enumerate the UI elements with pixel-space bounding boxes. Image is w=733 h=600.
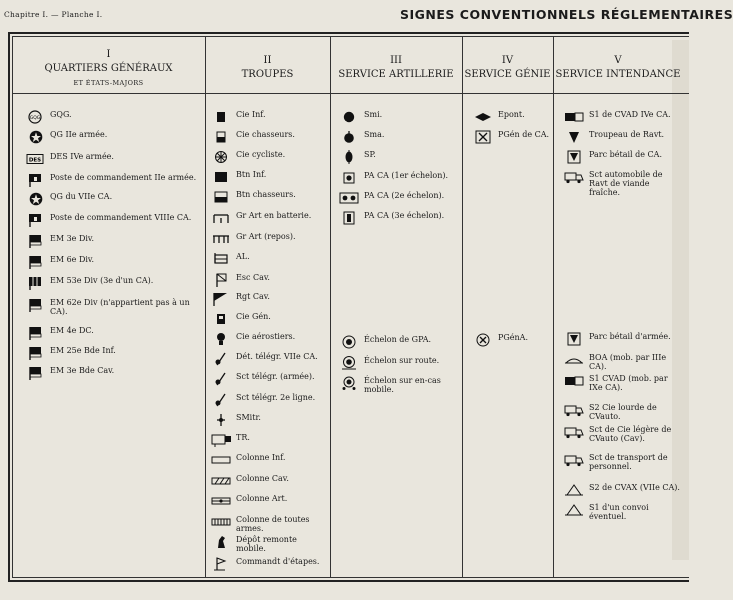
legend-row <box>24 152 200 166</box>
legend-row <box>210 312 328 326</box>
legend-label: SP. <box>364 150 376 159</box>
cyclist-wheel-icon <box>210 150 232 164</box>
eventual-convoy-icon <box>563 503 585 517</box>
legend-row <box>563 374 683 392</box>
legend-label: PGén de CA. <box>498 130 550 139</box>
cavalry-squadron-icon <box>210 273 232 287</box>
telegraph-line-icon <box>210 393 232 407</box>
column-title: SERVICE GÉNIE <box>464 69 551 80</box>
artillery-park-2-icon <box>338 191 360 205</box>
legend-label: Btn Inf. <box>236 170 267 179</box>
legend-row <box>210 474 328 488</box>
plate-title: SIGNES CONVENTIONNELS RÉGLEMENTAIRES <box>400 7 733 22</box>
legend-row <box>210 535 328 553</box>
svg-text:DES: DES <box>28 157 42 164</box>
cavalry-column-icon <box>210 474 232 488</box>
legend-row <box>563 332 683 346</box>
legend-label: TR. <box>236 433 250 442</box>
battalion-chasseurs-icon <box>210 190 232 204</box>
command-post-corps-icon <box>24 213 46 227</box>
artillery-battery-icon <box>210 211 232 225</box>
legend-row <box>338 150 460 164</box>
legend-row <box>472 130 552 144</box>
legend-label: Dépôt remonte mobile. <box>236 535 297 553</box>
fresh-meat-truck-icon <box>563 170 585 184</box>
legend-label: EM 3e Div. <box>50 234 95 243</box>
artillery-column-icon <box>210 494 232 508</box>
heavy-artillery-icon <box>210 252 232 266</box>
legend-row <box>563 150 683 164</box>
legend-row <box>210 273 328 287</box>
column-header-2 <box>205 54 330 82</box>
legend-label: PA CA (2e échelon). <box>364 191 445 200</box>
legend-label: PA CA (1er échelon). <box>364 171 449 180</box>
infantry-column-icon <box>210 453 232 467</box>
cavalry-regiment-icon <box>210 292 232 306</box>
column-header-3 <box>330 54 462 82</box>
column-header-4 <box>462 54 553 82</box>
artillery-park-1-icon <box>338 171 360 185</box>
legend-label: PA CA (3e échelon). <box>364 211 445 220</box>
legend-label: EM 25e Bde Inf. <box>50 346 116 355</box>
column-divider <box>462 36 463 578</box>
legend-label: Parc bétail de CA. <box>589 150 662 159</box>
legend-row <box>210 515 328 533</box>
column-header-5 <box>553 54 683 82</box>
column-title: SERVICE INTENDANCE <box>555 69 681 80</box>
legend-row <box>210 170 328 184</box>
legend-label: Gr Art en batterie. <box>236 211 312 220</box>
legend-label: Poste de commandement IIe armée. <box>50 173 197 182</box>
column-number: III <box>390 55 402 66</box>
legend-label: Cie Gén. <box>236 312 271 321</box>
legend-row <box>472 110 552 124</box>
cvad-icon <box>563 110 585 124</box>
ammo-section-dot-icon <box>338 110 360 124</box>
legend-label: Colonne Art. <box>236 494 288 503</box>
light-truck-section-icon <box>563 425 585 439</box>
legend-label: Esc Cav. <box>236 273 270 282</box>
legend-label: Cie cycliste. <box>236 150 286 159</box>
engineer-company-icon <box>210 312 232 326</box>
legend-label: Parc bétail d'armée. <box>589 332 671 341</box>
legend-label: Smi. <box>364 110 383 119</box>
legend-label: Colonne Cav. <box>236 474 289 483</box>
em-division-striped-icon <box>24 276 46 290</box>
legend-row <box>210 232 328 246</box>
legend-label: Échelon de GPA. <box>364 335 432 344</box>
legend-label: QG IIe armée. <box>50 130 108 139</box>
legend-label: S1 d'un convoi éventuel. <box>589 503 649 521</box>
balloon-company-icon <box>210 332 232 346</box>
legend-label: Epont. <box>498 110 525 119</box>
company-infantry-icon <box>210 110 232 124</box>
legend-label: Btn chasseurs. <box>236 190 296 199</box>
legend-row <box>210 110 328 124</box>
legend-label: EM 53e Div (3e d'un CA). <box>50 276 154 285</box>
chapter-heading: Chapitre I. — Planche I. <box>4 10 103 19</box>
legend-label: Poste de commandement VIIIe CA. <box>50 213 192 222</box>
legend-label: Sct automobile de Ravt de viande fraîche. <box>589 170 663 197</box>
legend-label: Échelon sur route. <box>364 356 440 365</box>
legend-row <box>563 503 683 521</box>
legend-label: GQG. <box>50 110 72 119</box>
legend-row <box>210 190 328 204</box>
legend-label: S2 Cie lourde de CVauto. <box>589 403 657 421</box>
staging-flag-icon <box>210 557 232 571</box>
legend-row <box>210 413 328 427</box>
bridge-train-icon <box>472 110 494 124</box>
legend-label: EM 62e Div (n'appartient pas à un CA). <box>50 298 190 316</box>
legend-row <box>210 150 328 164</box>
legend-label: Cie Inf. <box>236 110 266 119</box>
legend-label: Colonne Inf. <box>236 453 286 462</box>
legend-label: DES IVe armée. <box>50 152 114 161</box>
telegraph-detachment-icon <box>210 352 232 366</box>
column-divider <box>330 36 331 578</box>
cattle-park-icon <box>563 150 585 164</box>
legend-row <box>338 376 460 394</box>
legend-row <box>24 213 200 227</box>
legend-row <box>24 173 200 187</box>
legend-label: Rgt Cav. <box>236 292 270 301</box>
legend-row <box>210 393 328 407</box>
legend-row <box>563 130 683 144</box>
battalion-infantry-icon <box>210 170 232 184</box>
legend-row <box>24 326 200 340</box>
legend-row <box>563 170 683 197</box>
legend-label: EM 6e Div. <box>50 255 95 264</box>
em-division-flag-icon <box>24 255 46 269</box>
legend-label: S1 CVAD (mob. par IXe CA). <box>589 374 668 392</box>
all-arms-column-icon <box>210 515 232 529</box>
engineer-park-army-icon <box>472 333 494 347</box>
legend-label: Troupeau de Ravt. <box>589 130 665 139</box>
shell-section-icon <box>338 130 360 144</box>
legend-row <box>24 255 200 269</box>
em-division-flag-icon <box>24 234 46 248</box>
des-box-icon <box>24 152 46 166</box>
em-cavalry-flag-icon <box>24 366 46 380</box>
machine-gun-icon <box>210 413 232 427</box>
qg-army-star-icon <box>24 130 46 144</box>
road-echelon-icon <box>338 356 360 370</box>
legend-label: SMitr. <box>236 413 261 422</box>
legend-row <box>210 130 328 144</box>
legend-row <box>563 425 683 443</box>
legend-label: Sct télégr. (armée). <box>236 372 315 381</box>
legend-label: Sma. <box>364 130 385 139</box>
column-title: QUARTIERS GÉNÉRAUX <box>44 63 173 74</box>
legend-row <box>24 366 200 380</box>
legend-label: S2 de CVAX (VIIe CA). <box>589 483 680 492</box>
legend-row <box>338 356 460 370</box>
legend-label: Dét. télégr. VIIe CA. <box>236 352 318 361</box>
telegraph-army-icon <box>210 372 232 386</box>
legend-row <box>338 130 460 144</box>
legend-row <box>210 557 328 571</box>
legend-label: Échelon sur en-cas mobile. <box>364 376 441 394</box>
column-number: II <box>263 55 272 66</box>
column-header-1 <box>12 48 205 90</box>
cvad-mob-icon <box>563 374 585 388</box>
legend-label: EM 4e DC. <box>50 326 94 335</box>
cvax-icon <box>563 483 585 497</box>
remount-horse-icon <box>210 535 232 549</box>
legend-label: S1 de CVAD IVe CA. <box>589 110 671 119</box>
column-divider <box>553 36 554 578</box>
legend-row <box>472 333 552 347</box>
legend-label: PGénA. <box>498 333 528 342</box>
legend-row <box>24 234 200 248</box>
legend-row <box>24 346 200 360</box>
legend-label: EM 3e Bde Cav. <box>50 366 115 375</box>
legend-row <box>210 332 328 346</box>
legend-label: Sct de transport de personnel. <box>589 453 668 471</box>
column-divider <box>205 36 206 578</box>
column-title: SERVICE ARTILLERIE <box>338 69 454 80</box>
legend-row <box>338 211 460 225</box>
legend-row <box>338 171 460 185</box>
column-subtitle: ET ÉTATS-MAJORS <box>73 79 144 87</box>
army-cattle-park-icon <box>563 332 585 346</box>
legend-row <box>24 130 200 144</box>
em-dragoon-flag-icon <box>24 326 46 340</box>
em-division-flag-icon <box>24 298 46 312</box>
legend-row <box>338 110 460 124</box>
personnel-transport-icon <box>563 453 585 467</box>
column-number: I <box>106 49 111 60</box>
command-post-flag-icon <box>24 173 46 187</box>
artillery-rest-icon <box>210 232 232 246</box>
legend-label: Sct de Cie légère de CVauto (Cav). <box>589 425 672 443</box>
header-rule <box>12 93 689 94</box>
company-chasseurs-icon <box>210 130 232 144</box>
legend-label: Cie aérostiers. <box>236 332 296 341</box>
heavy-truck-company-icon <box>563 403 585 417</box>
column-title: TROUPES <box>241 69 294 80</box>
legend-row <box>24 298 200 316</box>
column-number: V <box>614 55 622 66</box>
legend-row <box>210 292 328 306</box>
legend-label: BOA (mob. par IIIe CA). <box>589 353 667 371</box>
legend-row <box>210 453 328 467</box>
legend-row <box>210 372 328 386</box>
legend-label: Sct télégr. 2e ligne. <box>236 393 316 402</box>
column-number: IV <box>501 55 514 66</box>
qg-corps-star-icon <box>24 192 46 206</box>
legend-row <box>210 252 328 266</box>
svg-text:GQG: GQG <box>29 116 41 121</box>
em-brigade-flag-icon <box>24 346 46 360</box>
legend-row <box>210 494 328 508</box>
legend-row <box>563 403 683 421</box>
legend-label: QG du VIIe CA. <box>50 192 113 201</box>
legend-label: Cie chasseurs. <box>236 130 295 139</box>
legend-row <box>563 483 683 497</box>
legend-row <box>210 352 328 366</box>
legend-row <box>338 191 460 205</box>
legend-label: Gr Art (repos). <box>236 232 296 241</box>
artillery-park-3-icon <box>338 211 360 225</box>
legend-row <box>210 433 328 447</box>
legend-row <box>24 192 200 206</box>
legend-label: Commandt d'étapes. <box>236 557 320 566</box>
legend-row <box>24 276 200 290</box>
cattle-herd-icon <box>563 130 585 144</box>
boa-icon <box>563 353 585 367</box>
legend-label: Colonne de toutes armes. <box>236 515 310 533</box>
legend-row <box>563 453 683 471</box>
legend-row <box>563 110 683 124</box>
gpa-echelon-icon <box>338 335 360 349</box>
legend-row <box>210 211 328 225</box>
legend-row <box>24 110 200 124</box>
gqg-circle-icon <box>24 110 46 124</box>
park-section-icon <box>338 150 360 164</box>
legend-row <box>338 335 460 349</box>
legend-row <box>563 353 683 371</box>
engineer-park-ca-icon <box>472 130 494 144</box>
train-box-icon <box>210 433 232 447</box>
mobile-echelon-icon <box>338 376 360 390</box>
legend-label: AL. <box>236 252 250 261</box>
